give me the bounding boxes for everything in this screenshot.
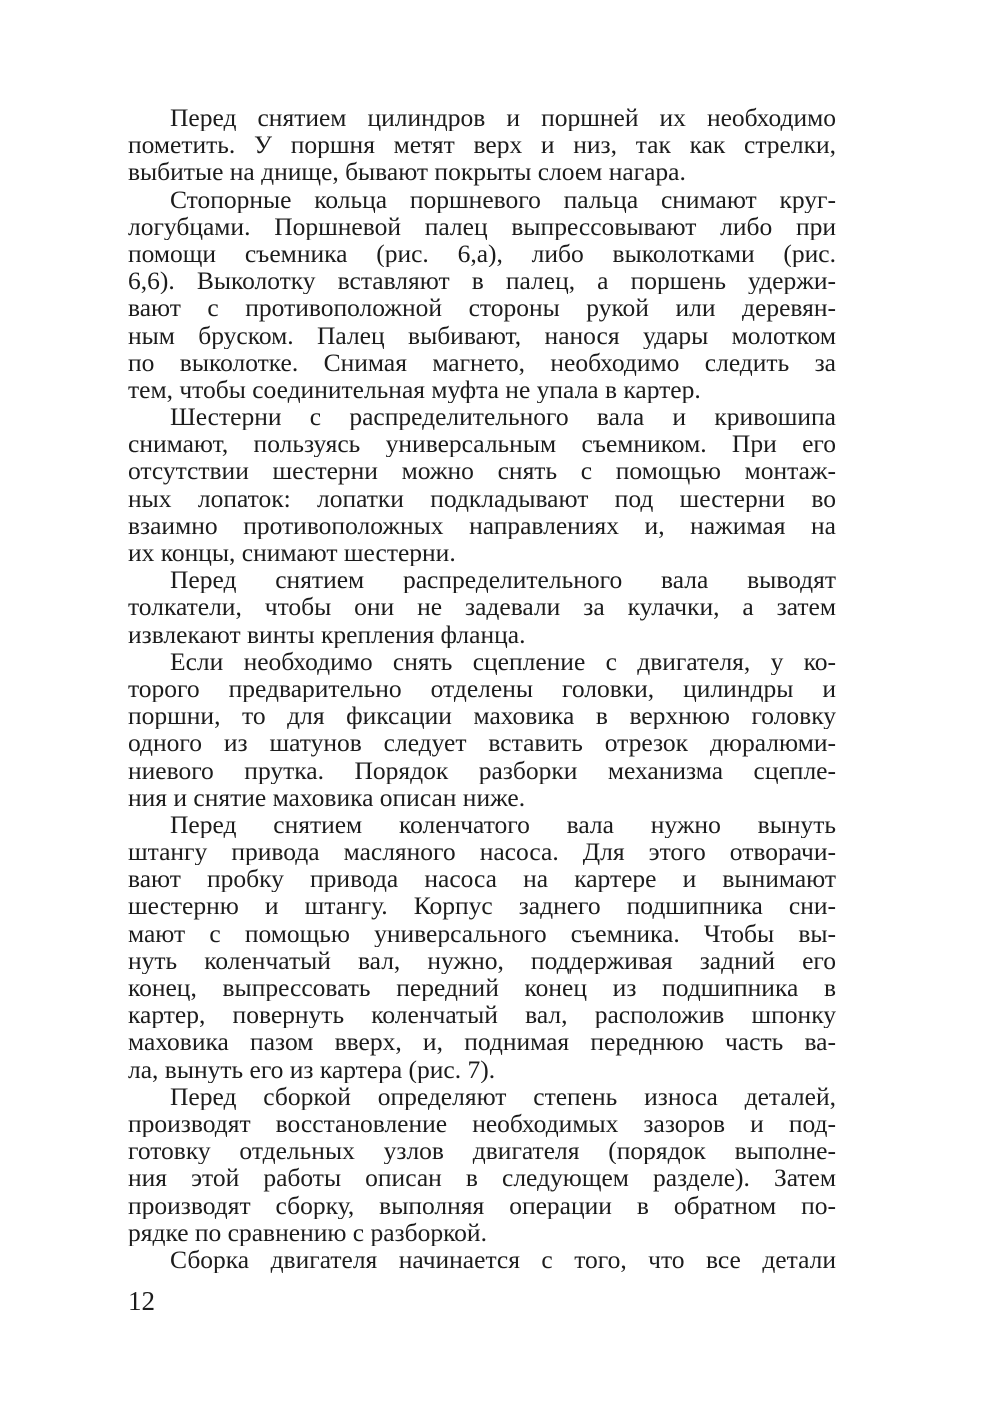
text-line: толкатели, чтобы они не задевали за кулачки, а затем	[128, 593, 836, 621]
text-line: Шестерни с распределительного вала и кривошипа	[170, 403, 836, 431]
text-line: Стопорные кольца поршневого пальца снимают круг-	[170, 185, 836, 213]
text-line: штангу привода масляного насоса. Для этого отворачи-	[128, 838, 836, 866]
text-line: по выколотке. Снимая магнето, необходимо следить за	[128, 348, 836, 376]
text-line: готовку отдельных узлов двигателя (порядок выполне-	[128, 1137, 836, 1165]
text-line: ния и снятие маховика описан ниже.	[128, 783, 526, 811]
text-line: 6,6). Выколотку вставляют в палец, а поршень удержи-	[128, 267, 836, 295]
text-line: отсутствии шестерни можно снять с помощью монтаж-	[128, 457, 836, 485]
text-line: логубцами. Поршневой палец выпрессовывают либо при	[128, 212, 836, 240]
text-line: нуть коленчатый вал, нужно, поддерживая задний его	[128, 946, 836, 974]
text-line: ниевого прутка. Порядок разборки механизма сцепле-	[128, 756, 836, 784]
text-line: тем, чтобы соединительная муфта не упала в картер.	[128, 375, 701, 404]
text-line: Если необходимо снять сцепление с двигателя, у ко-	[170, 647, 836, 675]
text-line: вают пробку привода насоса на картере и вынимают	[128, 865, 836, 893]
text-line: пометить. У поршня метят верх и низ, так как стрелки,	[128, 131, 836, 159]
text-line: конец, выпрессовать передний конец из подшипника в	[128, 974, 836, 1002]
text-line: производят восстановление необходимых зазоров и под-	[128, 1109, 836, 1138]
text-line: производят сборку, выполняя операции в обратном по-	[128, 1191, 836, 1219]
text-line: ных лопаток: лопатки подкладывают под шестерни во	[128, 484, 836, 512]
text-line: маховика пазом вверх, и, поднимая переднюю часть ва-	[128, 1028, 836, 1056]
text-line: рядке по сравнению с разборкой.	[128, 1218, 487, 1246]
text-line: ния этой работы описан в следующем разделе). Затем	[128, 1164, 836, 1192]
text-line: Перед снятием цилиндров и поршней их необходимо	[170, 104, 836, 132]
text-line: одного из шатунов следует вставить отрезок дюралюми-	[128, 729, 836, 757]
text-line: выбитые на днище, бывают покрыты слоем нагара.	[128, 158, 686, 186]
text-line: снимают, пользуясь универсальным съемником. При его	[128, 430, 836, 458]
text-line: шестерню и штангу. Корпус заднего подшипника сни-	[128, 892, 836, 920]
text-line: ла, вынуть его из картера (рис. 7).	[128, 1055, 496, 1083]
text-line: торого предварительно отделены головки, цилиндры и	[128, 674, 836, 703]
text-line: взаимно противоположных направлениях и, нажимая на	[128, 511, 836, 539]
text-line: Перед сборкой определяют степень износа деталей,	[170, 1082, 836, 1110]
body-text	[128, 104, 836, 1273]
text-line: Перед снятием коленчатого вала нужно вынуть	[170, 810, 836, 839]
text-line: мают с помощью универсального съемника. Чтобы вы-	[128, 919, 836, 947]
text-line: картер, повернуть коленчатый вал, расположив шпонку	[128, 1001, 836, 1029]
text-line: Перед снятием распределительного вала выводят	[170, 566, 836, 594]
text-line: Сборка двигателя начинается с того, что все детали	[170, 1245, 836, 1274]
text-line: извлекают винты крепления фланца.	[128, 620, 526, 648]
text-line: помощи съемника (рис. 6,а), либо выколотками (рис.	[128, 239, 836, 268]
page-number: 12	[128, 1286, 155, 1316]
text-line: вают с противоположной стороны рукой или деревян-	[128, 294, 836, 322]
text-line: поршни, то для фиксации маховика в верхнюю головку	[128, 702, 836, 730]
text-line: ным бруском. Палец выбивают, нанося удары молотком	[128, 321, 836, 349]
text-line: их концы, снимают шестерни.	[128, 539, 456, 567]
